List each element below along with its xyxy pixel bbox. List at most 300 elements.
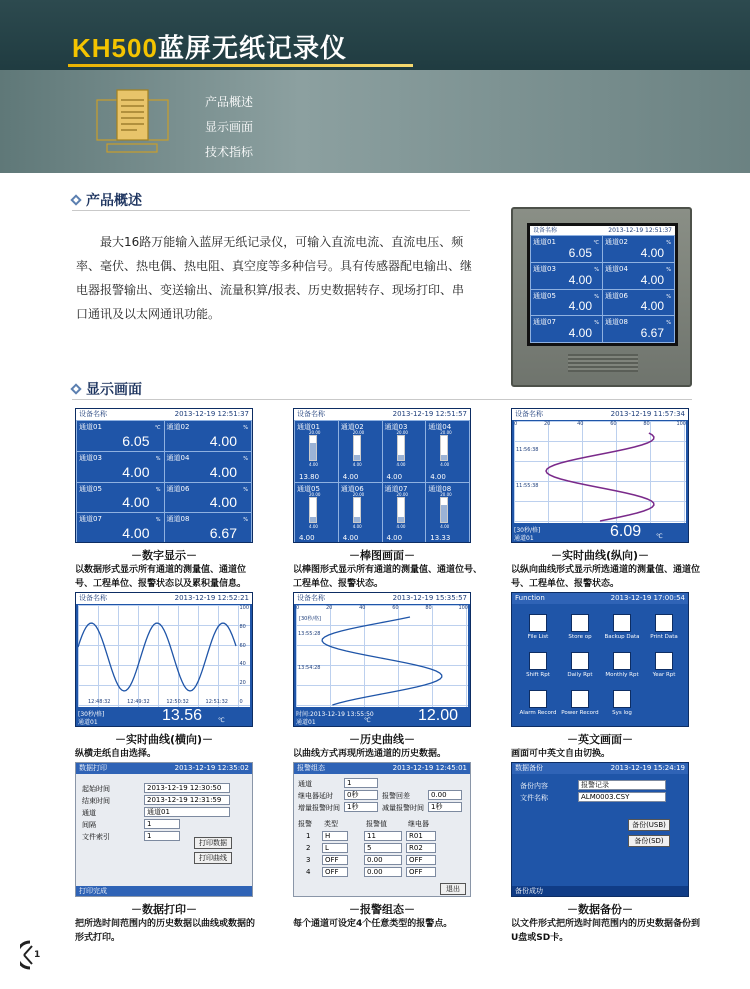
channel-label: 通道02 — [340, 423, 364, 431]
digital-channel-grid — [76, 420, 252, 543]
screen-realtime-vertical: 设备名称 2013-12-19 11:57:34 0 20 40 60 80 100 11:56:38 11:55:38 [30秒/格] 通道01 6.09 ℃ — [511, 408, 689, 543]
scale-bottom: 4.00 — [440, 523, 450, 529]
channel-cell — [531, 263, 602, 289]
bar-channel-cell — [383, 421, 426, 482]
function-icon — [529, 614, 547, 632]
function-item[interactable] — [600, 614, 644, 640]
channel-cell — [603, 316, 674, 342]
function-icon — [613, 652, 631, 670]
section-divider — [72, 210, 470, 211]
desc-bar: 以棒图形式显示所有通道的测量值、通道位号、工程单位、报警状态。 — [293, 565, 483, 589]
hysteresis-label: 报警回差 — [382, 792, 410, 800]
bar-fill — [310, 517, 316, 522]
desc-backup: 以文件形式把所选时间范围内的历史数据备份到U盘或SD卡。 — [511, 919, 701, 943]
unit-label: % — [243, 425, 248, 431]
function-icon — [571, 690, 589, 708]
axis-tick-label: 100 — [458, 605, 468, 611]
screen-bar-graph: 设备名称 2013-12-19 12:51:57 通道01 20.00 4.00 13.80 通道02 20.00 4.00 4.00 通道03 20.00 4.00 4.00 通道04 20.00 4.00 4.00 通道05 20.00 4.00 4.00 通道06 20.00 4.00 4.00 通道07 20.00 4.00 4.00 通道08 20.00 4.00 13.33 — [293, 408, 471, 543]
channel-value: 4.00 — [122, 463, 150, 480]
alarm-type[interactable]: L — [322, 843, 348, 853]
channel-value: 4.00 — [209, 463, 237, 480]
menu-item-screens[interactable]: 显示画面 — [205, 120, 254, 134]
menu-item-specs[interactable]: 技术指标 — [205, 145, 254, 159]
channel-value: 6.67 — [640, 326, 664, 340]
bar-track — [309, 497, 317, 523]
scale-top: 20.00 — [440, 430, 452, 435]
channel-cell — [165, 483, 252, 513]
scale-bottom: 4.00 — [396, 462, 406, 467]
bar-track — [397, 497, 405, 523]
alarm-number: 2 — [306, 844, 311, 852]
axis-tick-label: 0 — [296, 605, 300, 611]
bar-channel-cell — [426, 483, 469, 544]
bar-channel-cell — [295, 421, 338, 482]
channel-cell — [531, 290, 602, 316]
device-grille — [568, 354, 638, 372]
screen-english-function: Function 2013-12-19 17:00:54 File List Store op Backup Data Print Data Shift Rpt Daily Rpt Monthly Rpt Year Rpt Alarm Record Power Record Sys log — [511, 592, 689, 727]
print-field-label: 结束时间 — [82, 797, 110, 805]
unit-label: ℃ — [218, 717, 225, 724]
channel-label: 通道02 — [166, 423, 190, 431]
screen-data-backup: 数据备份 2013-12-19 15:24:19 备份内容 报警记录 文件名称 ALM0003.CSY 备份(USB) 备份(SD) 备份成功 — [511, 762, 689, 897]
channel-label: 通道07 — [384, 484, 408, 493]
scale-bottom: 4.00 — [440, 462, 450, 467]
unit-label: % — [666, 293, 671, 300]
axis-tick-label: 40 — [239, 661, 246, 668]
time-label: 13:54:28 — [298, 665, 321, 671]
bar-value: 13.80 — [299, 472, 320, 481]
bar-track — [440, 435, 448, 461]
channel-cell — [603, 263, 674, 289]
interval-label: [30秒/格] — [299, 616, 321, 622]
caption-backup: －数据备份－ — [567, 903, 633, 916]
screen-realtime-horizontal: 设备名称 2013-12-19 12:52:21 100 80 60 40 20 0 12:48:32 12:49:32 12:50:32 12:51:32 [30秒/格] 通道01 13.56 ℃ — [75, 592, 253, 727]
screen-data-print: 数据打印 2013-12-19 12:35:02 起始时间 2013-12-19 12:30:50 结束时间 2013-12-19 12:31:59 通道 通道01 间隔 1 文件索引 1 打印数据 打印曲线 打印完成 — [75, 762, 253, 897]
channel-cell — [603, 290, 674, 316]
diamond-icon — [70, 194, 81, 205]
brand-name: KH500 — [72, 33, 158, 63]
axis-tick-label: 60 — [610, 421, 617, 427]
channel-label: 通道06 — [340, 484, 364, 493]
unit-label: ℃ — [656, 533, 663, 540]
axis-tick-label: 80 — [425, 605, 432, 611]
caption-history: －历史曲线－ — [349, 733, 415, 746]
print-field-value[interactable]: 1 — [144, 819, 180, 829]
channel-label: 通道03 — [384, 423, 408, 431]
col-type: 类型 — [324, 820, 338, 828]
channel-value: 4.00 — [122, 494, 150, 511]
alarm-number: 4 — [306, 868, 311, 876]
caption-digital: －数字显示－ — [131, 549, 197, 562]
function-icon — [571, 652, 589, 670]
desc-digital: 以数据形式显示所有通道的测量值、通道位号、工程单位、报警状态以及累积量信息。 — [75, 565, 247, 589]
function-icon — [655, 652, 673, 670]
unit-label: % — [155, 517, 161, 524]
product-title: 蓝屏无纸记录仪 — [157, 34, 347, 64]
inc-alarm-time-field[interactable]: 1秒 — [344, 802, 378, 812]
channel-label: 通道01 — [296, 719, 316, 726]
channel-label: 通道08 — [605, 318, 628, 327]
section-divider — [72, 399, 692, 400]
relay-delay-label: 继电器延时 — [298, 792, 333, 800]
axis-tick-label: 12:48:32 — [88, 699, 111, 705]
alarm-value[interactable]: 5 — [364, 843, 402, 853]
channel-label: 通道02 — [605, 238, 628, 246]
channel-label: 通道08 — [428, 484, 452, 493]
file-name-label: 文件名称 — [520, 794, 548, 802]
channel-cell — [77, 452, 164, 482]
alarm-relay[interactable]: OFF — [406, 855, 436, 865]
bar-fill — [398, 517, 404, 522]
function-item[interactable] — [516, 690, 560, 716]
axis-tick-label: 80 — [239, 623, 246, 630]
channel-label: 通道05 — [533, 291, 556, 300]
channel-cell — [165, 452, 252, 482]
function-item[interactable] — [558, 690, 602, 716]
axis-tick-label: 60 — [392, 605, 399, 611]
channel-cell — [531, 236, 602, 262]
bar-fill — [354, 455, 360, 460]
document-icon — [95, 86, 170, 156]
function-label: File List — [527, 634, 549, 640]
dec-alarm-time-field[interactable]: 1秒 — [428, 802, 462, 812]
time-label: 11:56:38 — [516, 447, 539, 453]
print-data-button[interactable]: 打印数据 — [194, 837, 232, 849]
status-bar: 备份成功 — [512, 886, 688, 896]
bar-fill — [441, 455, 447, 460]
alarm-relay[interactable]: OFF — [406, 867, 436, 877]
device-digital-screen: 设备名称 2013-12-19 12:51:37 通道01 ℃ 6.05 通道02 % 4.00 通道03 % 4.00 通道04 % 4.00 通道05 % 4.00 通道06 % 4.00 通道07 % 4.00 通道08 % 6.67 — [530, 226, 675, 343]
title-underline — [68, 64, 413, 67]
backup-usb-button[interactable]: 备份(USB) — [628, 819, 670, 831]
bar-value: 4.00 — [386, 534, 403, 542]
print-field-value[interactable]: 1 — [144, 831, 180, 841]
function-label: Power Record — [561, 710, 599, 716]
function-icon-grid — [512, 604, 688, 727]
page-number: 1 — [34, 950, 41, 960]
channel-label: 通道04 — [428, 423, 452, 431]
scale-top: 20.00 — [396, 430, 408, 435]
channel-value: 4.00 — [640, 299, 664, 314]
function-icon — [655, 614, 673, 632]
channel-label: 通道04 — [166, 453, 190, 462]
channel-label: 通道08 — [166, 515, 190, 524]
scale-bottom: 4.00 — [309, 523, 318, 529]
channel-label: 通道03 — [79, 453, 102, 462]
hysteresis-field[interactable]: 0.00 — [428, 790, 462, 800]
channel-value: 4.00 — [568, 299, 592, 314]
unit-label: % — [243, 486, 248, 493]
bar-value: 4.00 — [386, 472, 403, 481]
bar-value: 4.00 — [299, 534, 315, 542]
function-item[interactable] — [516, 652, 560, 678]
alarm-value[interactable]: 0.00 — [364, 867, 402, 877]
print-field-value[interactable]: 通道01 — [144, 807, 230, 817]
current-value: 13.56 — [162, 707, 203, 724]
bar-fill — [310, 443, 316, 460]
desc-alarm: 每个通道可设定4个任意类型的报警点。 — [293, 919, 453, 929]
scale-top: 20.00 — [309, 430, 321, 435]
channel-label: 通道04 — [605, 264, 628, 273]
bar-fill — [354, 517, 360, 522]
unit-label: % — [594, 293, 599, 300]
channel-cell — [603, 236, 674, 262]
function-icon — [529, 690, 547, 708]
desc-english: 画面可中英文自由切换。 — [511, 749, 611, 759]
function-item[interactable] — [558, 652, 602, 678]
function-label: Shift Rpt — [526, 672, 550, 678]
channel-label: 通道06 — [166, 484, 190, 493]
interval-label: [30秒/格] — [514, 527, 541, 534]
alarm-type[interactable]: OFF — [322, 855, 348, 865]
interval-label: [30秒/格] — [78, 711, 105, 718]
desc-horizontal: 纵横走纸自由选择。 — [75, 749, 157, 759]
unit-label: ℃ — [593, 240, 599, 246]
bar-channel-grid — [294, 420, 470, 543]
file-name-field[interactable]: ALM0003.CSY — [578, 792, 666, 802]
screen-alarm-config: 报警组态 2013-12-19 12:45:01 通道 1 继电器延时 0秒 报警回差 0.00 增量报警时间 1秒 减量报警时间 1秒 报警 类型 报警值 继电器 1 H 11 R01 2 L 5 R02 3 OFF 0.00 OFF 4 OFF 0.00 OFF 退出 — [293, 762, 471, 897]
channel-value: 6.05 — [568, 245, 592, 260]
scale-top: 20.00 — [396, 491, 408, 497]
print-field-label: 间隔 — [82, 821, 96, 829]
bar-track — [353, 497, 361, 523]
bar-fill — [441, 505, 447, 521]
unit-label: % — [594, 266, 599, 273]
header-menu — [205, 92, 253, 167]
function-item[interactable] — [642, 652, 686, 678]
channel-value: 6.05 — [122, 432, 150, 449]
channel-value: 4.00 — [568, 272, 592, 287]
channel-label: 通道03 — [533, 264, 556, 273]
function-label: Sys log — [612, 710, 632, 716]
overview-paragraph: 最大16路万能输入蓝屏无纸记录仪，可输入直流电流、直流电压、频率、毫伏、热电偶、热电阻、真空度等多种信号。具有传感器配电输出、继电器报警输出、变送输出、流量积算/报表、历史数据转存、现场打印、串口通讯及以太网通讯功能。 — [76, 235, 473, 321]
function-icon — [613, 690, 631, 708]
function-icon — [529, 652, 547, 670]
history-curve-plot — [296, 605, 468, 707]
axis-tick-label: 0 — [239, 698, 243, 705]
col-alarm: 报警 — [298, 820, 312, 828]
unit-label: % — [155, 455, 161, 462]
axis-tick-label: 80 — [643, 421, 650, 427]
screen-digital-display: 设备名称 2013-12-19 12:51:37 通道01 ℃ 6.05 通道02 % 4.00 通道03 % 4.00 通道04 % 4.00 通道05 % 4.00 通道06 % 4.00 通道07 % 4.00 通道08 % 6.67 — [75, 408, 253, 543]
axis-tick-label: 12:51:32 — [205, 699, 228, 705]
scale-top: 20.00 — [309, 491, 321, 497]
dec-alarm-time-label: 减量报警时间 — [382, 804, 424, 812]
backup-sd-button[interactable]: 备份(SD) — [628, 835, 670, 847]
recorder-device-image — [511, 207, 692, 387]
section-title-overview: 产品概述 — [72, 190, 142, 210]
unit-label: ℃ — [154, 425, 161, 431]
unit-label: % — [666, 266, 671, 273]
channel-cell — [77, 513, 164, 543]
section-title-screens: 显示画面 — [72, 379, 142, 399]
unit-label: % — [594, 320, 599, 327]
caption-horizontal: －实时曲线(横向)－ — [114, 733, 214, 746]
function-item[interactable] — [600, 690, 644, 716]
unit-label: % — [243, 455, 248, 462]
alarm-type[interactable]: OFF — [322, 867, 348, 877]
page-header — [0, 0, 750, 173]
cursor-time: 时间:2013-12-19 13:55:50 — [296, 711, 374, 718]
alarm-type[interactable]: H — [322, 831, 348, 841]
alarm-relay[interactable]: R01 — [406, 831, 436, 841]
screen-history-curve: 设备名称 2013-12-19 15:35:57 0 20 40 60 80 100 [30秒/格] 13:55:28 13:54:28 时间:2013-12-19 13:55:50 通道01 ℃ 12.00 — [293, 592, 471, 727]
function-item[interactable] — [516, 614, 560, 640]
channel-label: 通道01 — [78, 719, 98, 726]
axis-tick-label: 20 — [543, 421, 551, 427]
function-label: Print Data — [650, 634, 678, 640]
axis-tick-label: 0 — [514, 421, 518, 427]
bar-channel-cell — [426, 421, 469, 482]
backup-content-select[interactable]: 报警记录 — [578, 780, 666, 790]
unit-label: % — [155, 486, 161, 493]
channel-value: 4.00 — [209, 494, 237, 511]
alarm-value[interactable]: 11 — [364, 831, 402, 841]
device-screen — [527, 223, 678, 346]
scale-bottom: 4.00 — [352, 523, 362, 529]
channel-value: 6.67 — [209, 525, 237, 541]
caption-print: －数据打印－ — [131, 903, 197, 916]
vertical-curve-plot — [514, 421, 686, 523]
scale-top: 20.00 — [352, 491, 365, 497]
desc-print: 把所选时间范围内的历史数据以曲线或数据的形式打印。 — [75, 919, 256, 943]
function-label: Store op — [568, 634, 592, 640]
function-label: Alarm Record — [519, 710, 557, 716]
scale-top: 20.00 — [440, 491, 452, 497]
channel-select[interactable]: 1 — [344, 778, 378, 788]
bar-channel-cell — [295, 483, 338, 544]
function-item[interactable] — [558, 614, 602, 640]
print-field-label: 起始时间 — [82, 785, 110, 793]
channel-value: 4.00 — [209, 432, 237, 449]
channel-label: 通道01 — [514, 535, 534, 542]
axis-tick-label: 12:49:32 — [127, 699, 150, 705]
caption-alarm: －报警组态－ — [349, 903, 415, 916]
caption-vertical: －实时曲线(纵向)－ — [550, 549, 650, 562]
bar-fill — [398, 455, 404, 460]
bar-track — [397, 435, 405, 461]
alarm-value[interactable]: 0.00 — [364, 855, 402, 865]
vertical-sine-curve — [514, 421, 686, 523]
bar-channel-cell — [339, 421, 382, 482]
channel-label: 通道 — [298, 780, 312, 788]
print-field-label: 通道 — [82, 809, 96, 817]
bar-track — [440, 497, 448, 523]
function-label: Year Rpt — [652, 672, 676, 678]
caption-english: －英文画面－ — [567, 733, 633, 746]
inc-alarm-time-label: 增量报警时间 — [298, 804, 340, 812]
brand-logo-icon — [20, 940, 34, 970]
menu-item-overview[interactable]: 产品概述 — [205, 95, 254, 109]
channel-cell — [165, 421, 252, 451]
bar-value: 13.33 — [430, 534, 451, 542]
function-icon — [571, 614, 589, 632]
history-sine-curve — [296, 605, 468, 707]
bar-value: 4.00 — [342, 472, 359, 481]
bar-track — [353, 435, 361, 461]
function-label: Daily Rpt — [567, 672, 593, 678]
function-icon — [613, 614, 631, 632]
col-value: 报警值 — [366, 820, 387, 828]
page-title — [72, 28, 347, 65]
exit-button[interactable]: 退出 — [440, 883, 466, 895]
scale-bottom: 4.00 — [309, 462, 318, 467]
current-value: 6.09 — [610, 523, 642, 540]
unit-label: % — [666, 320, 671, 327]
channel-label: 通道07 — [79, 515, 102, 524]
scale-bottom: 4.00 — [352, 462, 362, 467]
horizontal-curve-plot — [78, 605, 250, 707]
channel-label: 通道01 — [297, 423, 320, 431]
function-item[interactable] — [600, 652, 644, 678]
channel-label: 通道06 — [605, 291, 628, 300]
bar-channel-cell — [339, 483, 382, 544]
caption-bar: －棒图画面－ — [349, 549, 415, 562]
function-label: Monthly Rpt — [605, 672, 639, 678]
status-bar: 打印完成 — [76, 886, 252, 896]
print-field-value[interactable]: 2013-12-19 12:30:50 — [144, 783, 230, 793]
desc-history: 以曲线方式再现所选通道的历史数据。 — [293, 749, 447, 759]
time-label: 11:55:38 — [516, 483, 539, 489]
relay-delay-field[interactable]: 0秒 — [344, 790, 378, 800]
channel-label: 通道07 — [533, 318, 556, 327]
channel-value: 4.00 — [568, 326, 592, 340]
backup-content-label: 备份内容 — [520, 782, 548, 790]
channel-cell — [165, 513, 252, 543]
channel-value: 4.00 — [640, 272, 664, 287]
bar-value: 4.00 — [342, 534, 359, 542]
channel-value: 4.00 — [640, 245, 664, 260]
desc-vertical: 以纵向曲线形式显示所选通道的测量值、通道位号、工程单位、报警状态。 — [511, 565, 701, 589]
unit-label: % — [243, 517, 248, 524]
channel-value: 4.00 — [122, 525, 150, 541]
channel-label: 通道01 — [79, 423, 102, 431]
diamond-icon — [70, 383, 81, 394]
alarm-number: 3 — [306, 856, 311, 864]
function-item[interactable] — [642, 614, 686, 640]
scale-top: 20.00 — [352, 430, 365, 435]
alarm-number: 1 — [306, 832, 311, 840]
axis-tick-label: 12:50:32 — [166, 699, 189, 705]
channel-cell — [77, 421, 164, 451]
channel-cell — [77, 483, 164, 513]
current-value: 12.00 — [418, 707, 459, 724]
axis-tick-label: 20 — [239, 680, 246, 687]
axis-tick-label: 60 — [239, 642, 246, 649]
print-curve-button[interactable]: 打印曲线 — [194, 852, 232, 864]
bar-channel-cell — [383, 483, 426, 544]
col-relay: 继电器 — [408, 820, 429, 828]
axis-tick-label: 100 — [239, 605, 249, 611]
device-channel-grid — [530, 235, 675, 343]
scale-bottom: 4.00 — [396, 523, 406, 529]
axis-tick-label: 100 — [676, 421, 686, 427]
bar-track — [309, 435, 317, 461]
horizontal-sine-curve — [78, 605, 238, 707]
channel-cell — [531, 316, 602, 342]
bar-value: 4.00 — [430, 472, 446, 481]
unit-label: % — [666, 240, 671, 246]
channel-label: 通道01 — [533, 238, 556, 246]
alarm-relay[interactable]: R02 — [406, 843, 436, 853]
print-field-value[interactable]: 2013-12-19 12:31:59 — [144, 795, 230, 805]
axis-tick-label: 40 — [359, 605, 366, 611]
print-field-label: 文件索引 — [82, 833, 110, 841]
time-label: 13:55:28 — [298, 631, 321, 637]
axis-tick-label: 40 — [577, 421, 584, 427]
channel-label: 通道05 — [79, 484, 102, 493]
unit-label: ℃ — [364, 717, 371, 724]
